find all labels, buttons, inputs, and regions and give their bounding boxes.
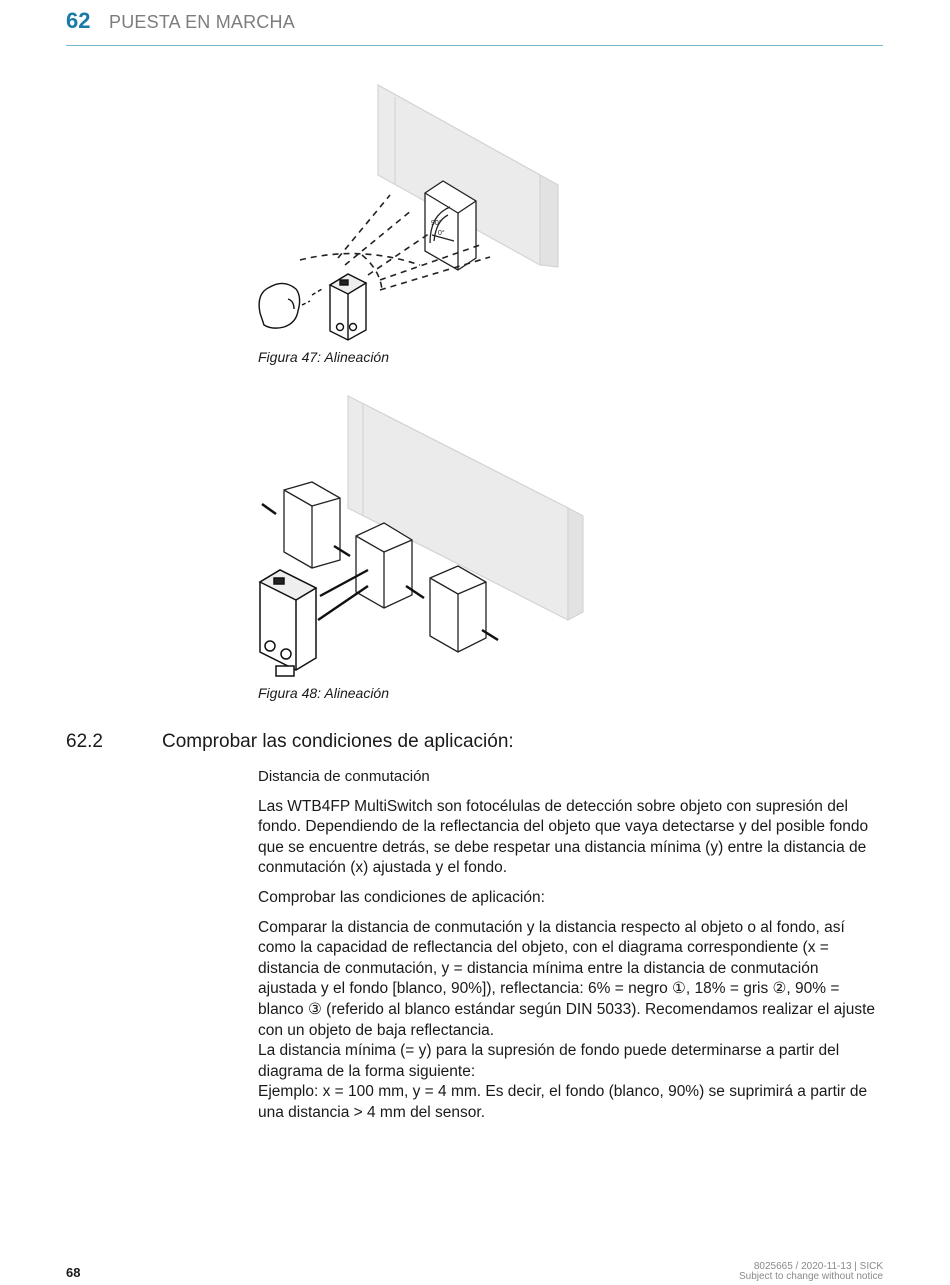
doc-info: 8025665 / 2020-11-13 | SICK: [753, 1261, 883, 1272]
section-number: 62.2: [66, 731, 103, 752]
paragraph-4: La distancia mínima (= y) para la supresión de fondo puede determinarse a partir del diagrama de la forma siguiente:: [258, 1042, 840, 1080]
dial-label-0: 0°: [438, 230, 445, 237]
observer-head: [259, 283, 322, 328]
figure-48-alignment-illustration: [250, 390, 595, 685]
chapter-number: 62: [66, 8, 91, 33]
dial-label-90: 90°: [431, 220, 442, 227]
subheading: Distancia de conmutación: [258, 768, 430, 785]
object-box-2: [356, 523, 412, 608]
page-number: 68: [66, 1265, 81, 1280]
notice: Subject to change without notice: [739, 1271, 883, 1282]
paragraph-5: Ejemplo: x = 100 mm, y = 4 mm. Es decir, el fondo (blanco, 90%) se suprimirá a partir de una distancia > 4 mm del sensor.: [258, 1083, 868, 1121]
object-box-1: [284, 482, 340, 568]
object-box-3: [430, 566, 486, 652]
page-header: [66, 8, 883, 46]
paragraph-1: Las WTB4FP MultiSwitch son fotocélulas de detección sobre objeto con supresión del fondo. Dependiendo de la reflectancia del objeto que vaya detectarse y del posible fondo que se encuentre detrás, se debe respetar una distancia mínima (y) entre la distancia de conmutación (x) ajustada y el fondo.: [258, 797, 869, 877]
figure-47-alignment-illustration: [250, 75, 570, 345]
chapter-title: PUESTA EN MARCHA: [109, 12, 295, 32]
figure-47-caption: Figura 47: Alineación: [258, 349, 390, 365]
section-title: Comprobar las condiciones de aplicación:: [162, 731, 514, 752]
sensor-device: [330, 274, 366, 340]
sensor-device: [260, 570, 316, 676]
figure-48-caption: Figura 48: Alineación: [258, 685, 390, 701]
paragraph-2: Comprobar las condiciones de aplicación:: [258, 888, 545, 906]
footer-info: [739, 1262, 883, 1282]
section-body: [258, 767, 878, 1124]
paragraph-3: Comparar la distancia de conmutación y la distancia respecto al objeto o al fondo, así como la capacidad de reflectancia del objeto, con el diagrama correspondiente (x = distancia de conmutación, y = distancia mínima entre la distancia de conmutación ajustada y el fondo [blanco, 90%]), reflectancia: 6% = negro ①, 18% = gris ②, 90% = blanco ③ (referido al blanco estándar según DIN 5033). Recomendamos realizar el ajuste con un objeto de baja reflectancia.: [258, 918, 876, 1039]
